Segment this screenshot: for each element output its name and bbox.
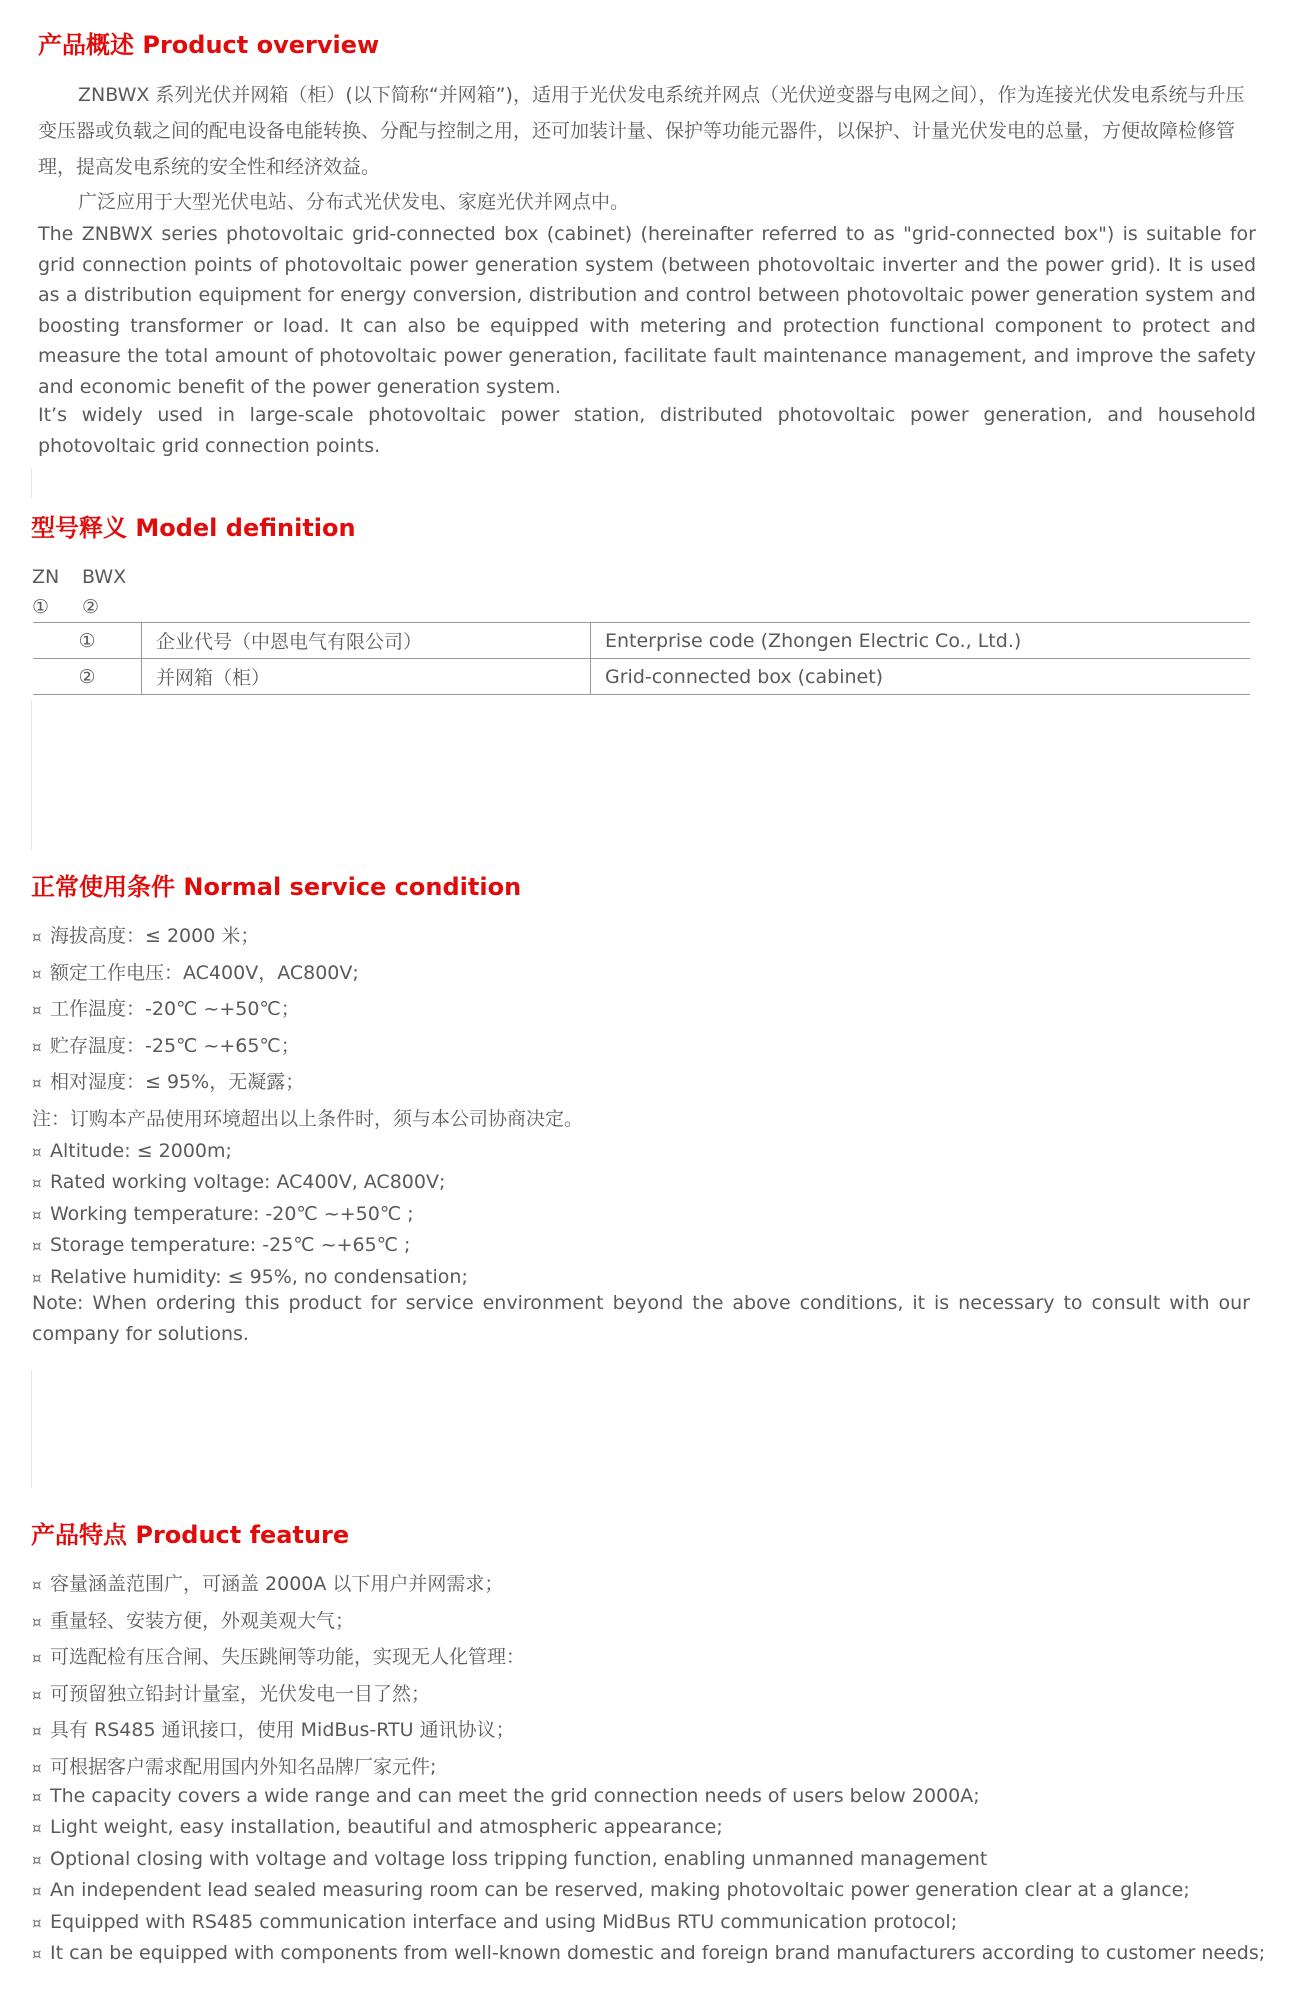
- feature-cn-text: 可选配检有压合闸、失压跳闸等功能，实现无人化管理：: [50, 1646, 526, 1668]
- row-chinese-meaning: 企业代号（中恩电气有限公司）: [142, 623, 591, 659]
- condition-en-text: Working temperature: -20℃ ~+50℃ ;: [50, 1202, 414, 1225]
- model-title: 型号释义 Model definition: [31, 514, 356, 542]
- bullet-icon: ¤: [32, 1945, 42, 1964]
- table-row: [33, 623, 1250, 659]
- bullet-icon: ¤: [32, 1649, 42, 1667]
- conditions-en-list: [32, 1136, 468, 1293]
- list-item: [32, 1167, 468, 1198]
- condition-cn-text: 工作温度：-20℃ ~+50℃；: [50, 998, 300, 1020]
- section-divider-line: [31, 700, 32, 850]
- bullet-icon: ¤: [32, 1037, 42, 1056]
- conditions-title: 正常使用条件 Normal service condition: [31, 873, 522, 901]
- feature-en-text: An independent lead sealed measuring room can be reserved, making photovoltaic power generation clear at a glance;: [50, 1879, 1190, 1902]
- list-item: [32, 1907, 1265, 1938]
- feature-cn-text: 可预留独立铅封计量室，光伏发电一目了然；: [50, 1682, 431, 1705]
- list-item: [32, 1230, 468, 1261]
- list-item: [32, 919, 583, 956]
- model-definition-table: [33, 622, 1250, 695]
- bullet-icon: ¤: [32, 1268, 42, 1287]
- list-item: [32, 956, 583, 993]
- bullet-icon: ¤: [32, 1882, 42, 1901]
- bullet-icon: ¤: [32, 1074, 42, 1092]
- list-item: [32, 1029, 583, 1066]
- list-item: [32, 1844, 1265, 1875]
- condition-cn-text: 额定工作电压：AC400V，AC800V;: [50, 961, 359, 984]
- row-english-meaning: Grid-connected box (cabinet): [591, 659, 1251, 695]
- conditions-cn-list: [32, 919, 583, 1137]
- overview-cn-paragraph-2: 广泛应用于大型光伏电站、分布式光伏发电、家庭光伏并网点中。: [78, 191, 630, 213]
- feature-cn-text: 可根据客户需求配用国内外知名品牌厂家元件;: [50, 1755, 437, 1778]
- overview-cn-paragraph-1: ZNBWX 系列光伏并网箱（柜）(以下简称“并网箱”)，适用于光伏发电系统并网点（光伏逆变器与电网之间），作为连接光伏发电系统与升压变压器或负载之间的配电设备电能转换、分配与控制之用，还可加装计量、保护等功能元器件，以保护、计量光伏发电的总量，方便故障检修管理，提高发电系统的安全性和经济效益。: [38, 84, 1245, 178]
- list-item: [32, 1677, 525, 1714]
- bullet-icon: ¤: [32, 1913, 42, 1932]
- section-divider-line: [31, 468, 32, 498]
- condition-en-text: Relative humidity: ≤ 95%, no condensation;: [50, 1265, 468, 1288]
- overview-en-paragraph-2: It’s widely used in large-scale photovoltaic power station, distributed photovoltaic power generation, and household photovoltaic grid connection points.: [38, 404, 1256, 457]
- list-item: [32, 992, 583, 1029]
- list-item: [32, 1065, 583, 1102]
- bullet-icon: ¤: [32, 1237, 42, 1256]
- bullet-icon: ¤: [32, 1788, 42, 1806]
- feature-en-text: Equipped with RS485 communication interface and using MidBus RTU communication protocol;: [50, 1910, 958, 1933]
- bullet-icon: ¤: [32, 1722, 42, 1740]
- list-item: [32, 1938, 1265, 1969]
- row-chinese-meaning: 并网箱（柜）: [142, 659, 591, 695]
- feature-cn-text: 具有 RS485 通讯接口，使用 MidBus-RTU 通讯协议；: [50, 1719, 515, 1741]
- row-number: ②: [33, 659, 142, 695]
- condition-en-text: Altitude: ≤ 2000m;: [50, 1140, 232, 1162]
- section-divider-line: [31, 1370, 32, 1488]
- feature-en-text: Optional closing with voltage and voltage loss tripping function, enabling unmanned management: [50, 1847, 988, 1870]
- list-item: [32, 1875, 1265, 1906]
- row-english-meaning: Enterprise code (Zhongen Electric Co., Ltd.): [591, 623, 1251, 659]
- features-title: 产品特点 Product feature: [31, 1521, 350, 1549]
- conditions-en-note: Note: When ordering this product for service environment beyond the above conditions, it is necessary to consult with our company for solutions.: [32, 1292, 1250, 1345]
- list-item: [32, 1567, 525, 1604]
- overview-title: 产品概述 Product overview: [38, 31, 380, 59]
- model-code-bwx: BWX: [82, 566, 127, 588]
- features-cn-list: [32, 1567, 525, 1786]
- bullet-icon: ¤: [32, 1850, 42, 1869]
- bullet-icon: ¤: [32, 1174, 42, 1193]
- list-item: [32, 1812, 1265, 1843]
- conditions-cn-note: 注：订购本产品使用环境超出以上条件时，须与本公司协商决定。: [32, 1107, 584, 1130]
- list-item: [32, 1199, 468, 1230]
- condition-cn-text: 贮存温度：-25℃ ~+65℃；: [50, 1034, 300, 1057]
- condition-en-text: Rated working voltage: AC400V, AC800V;: [50, 1171, 446, 1194]
- bullet-icon: ¤: [32, 1819, 42, 1838]
- list-item: [32, 1781, 1265, 1812]
- feature-en-text: The capacity covers a wide range and can meet the grid connection needs of users below 2000A;: [50, 1785, 980, 1807]
- list-item: [32, 1136, 468, 1167]
- row-number: ①: [33, 623, 142, 659]
- bullet-icon: ¤: [32, 1205, 42, 1224]
- list-item: [32, 1713, 525, 1750]
- feature-en-text: It can be equipped with components from well-known domestic and foreign brand manufacturers according to customer needs;: [50, 1942, 1266, 1965]
- condition-cn-text: 海拔高度：≤ 2000 米；: [50, 925, 260, 947]
- bullet-icon: ¤: [32, 1758, 42, 1777]
- condition-cn-text: 相对湿度：≤ 95%，无凝露；: [50, 1071, 305, 1093]
- bullet-icon: ¤: [32, 964, 42, 983]
- overview-en-paragraph-1: The ZNBWX series photovoltaic grid-connected box (cabinet) (hereinafter referred to as "grid-connected box") is suitable for grid connection points of photovoltaic power generation system (between photovoltaic inverter and the power grid). It is used as a distribution equipment for energy conversion, distribution and control between photovoltaic power generation system and boosting transformer or load. It can also be equipped with metering and protection functional component to protect and measure the total amount of photovoltaic power generation, facilitate fault maintenance management, and improve the safety and economic benefit of the power generation system.: [38, 223, 1256, 398]
- bullet-icon: ¤: [32, 1143, 42, 1161]
- table-row: [33, 659, 1250, 695]
- list-item: [32, 1640, 525, 1677]
- features-en-list: [32, 1781, 1265, 1969]
- model-code-zn: ZN: [32, 566, 60, 588]
- model-code-legend: [32, 562, 132, 622]
- feature-cn-text: 容量涵盖范围广，可涵盖 2000A 以下用户并网需求；: [50, 1573, 504, 1595]
- model-marker-1: ①: [32, 596, 50, 618]
- bullet-icon: ¤: [32, 1576, 42, 1594]
- feature-en-text: Light weight, easy installation, beautiful and atmospheric appearance;: [50, 1816, 723, 1839]
- bullet-icon: ¤: [32, 1612, 42, 1631]
- list-item: [32, 1604, 525, 1641]
- condition-en-text: Storage temperature: -25℃ ~+65℃ ;: [50, 1234, 411, 1257]
- feature-cn-text: 重量轻、安装方便，外观美观大气；: [50, 1609, 355, 1632]
- model-marker-2: ②: [82, 596, 100, 618]
- bullet-icon: ¤: [32, 1685, 42, 1704]
- bullet-icon: ¤: [32, 1001, 42, 1019]
- bullet-icon: ¤: [32, 928, 42, 946]
